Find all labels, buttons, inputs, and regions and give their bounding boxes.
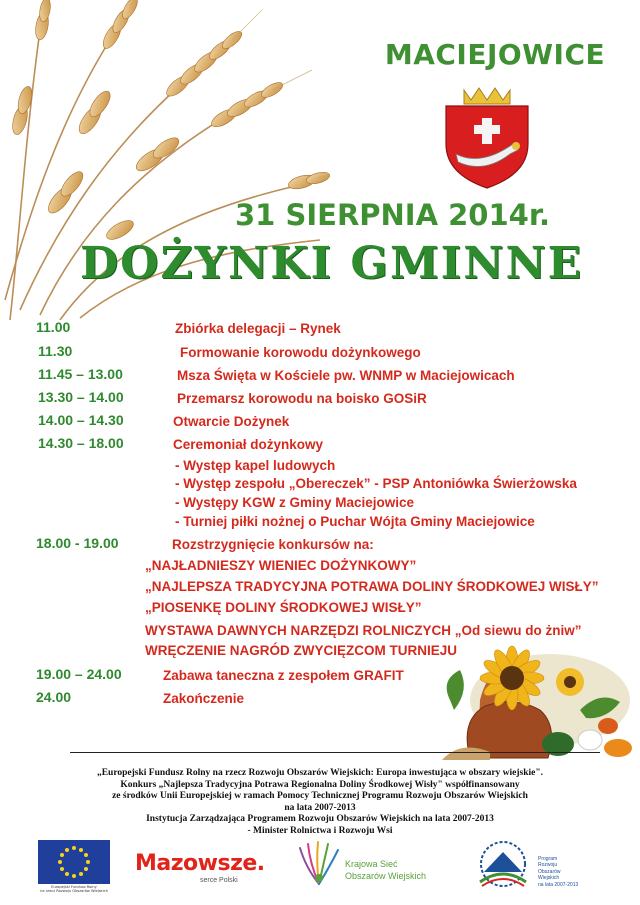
footer-line-5: Instytucja Zarządzająca Programem Rozwoju Obszarów Wiejskich na lata 2007-2013 [146, 814, 494, 825]
ksow-line-2: Obszarów Wiejskich [345, 871, 427, 881]
schedule-time-7: 18.00 - 19.00 [36, 535, 119, 551]
footer-text [60, 768, 580, 838]
schedule-event-4: Przemarsz korowodu na boisko GOSiR [177, 391, 427, 406]
schedule-time-4: 13.30 – 14.00 [38, 389, 124, 405]
mazowsze-logo: Mazowsze. [135, 851, 265, 876]
town-name: MACIEJOWICE [384, 38, 606, 71]
footer-line-1: „Europejski Fundusz Rolny na rzecz Rozwoju Obszarów Wiejskich: Europa inwestująca w obszary wiejskie". [96, 768, 544, 778]
footer-line-6: - Minister Rolnictwa i Rozwoju Wsi [247, 825, 393, 836]
ksow-line-1: Krajowa Sieć [345, 859, 398, 869]
schedule-time-8: 19.00 – 24.00 [36, 666, 122, 682]
schedule-time-6: 14.30 – 18.00 [38, 435, 124, 451]
contest-2: „NAJLEPSZA TRADYCYJNA POTRAWA DOLINY ŚRODKOWEJ WISŁY” [145, 579, 599, 594]
schedule-time-2: 11.30 [38, 343, 73, 359]
prow-line-2: Rozwoju [538, 862, 558, 869]
schedule-event-5: Otwarcie Dożynek [173, 414, 290, 429]
schedule-time-3: 11.45 – 13.00 [38, 366, 123, 382]
contest-3: „PIOSENKĘ DOLINY ŚRODKOWEJ WISŁY” [145, 600, 422, 615]
coat-of-arms [440, 82, 534, 190]
prow-line-1: Program [538, 856, 558, 862]
schedule-time-9: 24.00 [36, 689, 72, 705]
schedule-event-6: Ceremoniał dożynkowy [173, 437, 324, 452]
schedule-time-1: 11.00 [36, 319, 71, 335]
schedule-event-3: Msza Święta w Kościele pw. WNMP w Maciejowicach [177, 368, 515, 383]
prow-logo-icon [470, 838, 536, 890]
contest-4: WYSTAWA DAWNYCH NARZĘDZI ROLNICZYCH „Od siewu do żniw” [145, 623, 582, 638]
schedule-event-2: Formowanie korowodu dożynkowego [180, 345, 421, 360]
prow-line-3: Obszarów [538, 868, 561, 875]
ceremony-item-2: - Występ zespołu „Obereczek” - PSP Antoniówka Świerżowska [175, 476, 577, 491]
footer-line-3: ze środków Unii Europejskiej w ramach Pomocy Technicznej Programu Rozwoju Obszarów Wiejskich [112, 791, 528, 802]
footer-divider [70, 752, 600, 753]
ceremony-item-3: - Występy KGW z Gminy Maciejowice [175, 495, 415, 510]
schedule-event-9: Zakończenie [163, 691, 245, 706]
prow-logo-text [538, 856, 578, 888]
schedule-time-5: 14.00 – 14.30 [38, 412, 124, 428]
eu-caption-line-2: na rzecz Rozwoju Obszarów Wiejskich [40, 889, 108, 894]
ceremony-item-4: - Turniej piłki nożnej o Puchar Wójta Gminy Maciejowice [175, 514, 535, 529]
prow-line-4: Wiejskich [538, 875, 560, 882]
eu-flag-logo [38, 840, 110, 884]
schedule-event-7: Rozstrzygnięcie konkursów na: [172, 537, 374, 552]
footer-line-4: na lata 2007-2013 [284, 802, 356, 813]
sunflower-illustration [430, 640, 635, 760]
contest-5: WRĘCZENIE NAGRÓD ZWYCIĘZCOM TURNIEJU [145, 643, 457, 658]
schedule-event-8: Zabawa taneczna z zespołem GRAFIT [163, 668, 404, 683]
ceremony-item-1: - Występ kapel ludowych [175, 458, 336, 473]
contest-1: „NAJŁADNIESZY WIENIEC DOŻYNKOWY” [145, 558, 417, 573]
mazowsze-tagline: serce Polski [200, 877, 238, 884]
footer-line-2: Konkurs „Najlepsza Tradycyjna Potrawa Regionalna Doliny Środkowej Wisły" współfinansowany [120, 779, 520, 790]
event-date: 31 SIERPNIA 2014r. [235, 198, 551, 232]
ksow-logo-icon [296, 838, 342, 888]
ksow-logo-text [345, 858, 426, 882]
event-title: DOŻYNKI GMINNE [80, 238, 584, 289]
eu-logo-caption [38, 885, 110, 894]
eu-caption-line-1: Europejski Fundusz Rolny [51, 885, 97, 889]
prow-line-5: na lata 2007-2013 [538, 881, 579, 888]
schedule-event-1: Zbiórka delegacji – Rynek [175, 321, 341, 336]
